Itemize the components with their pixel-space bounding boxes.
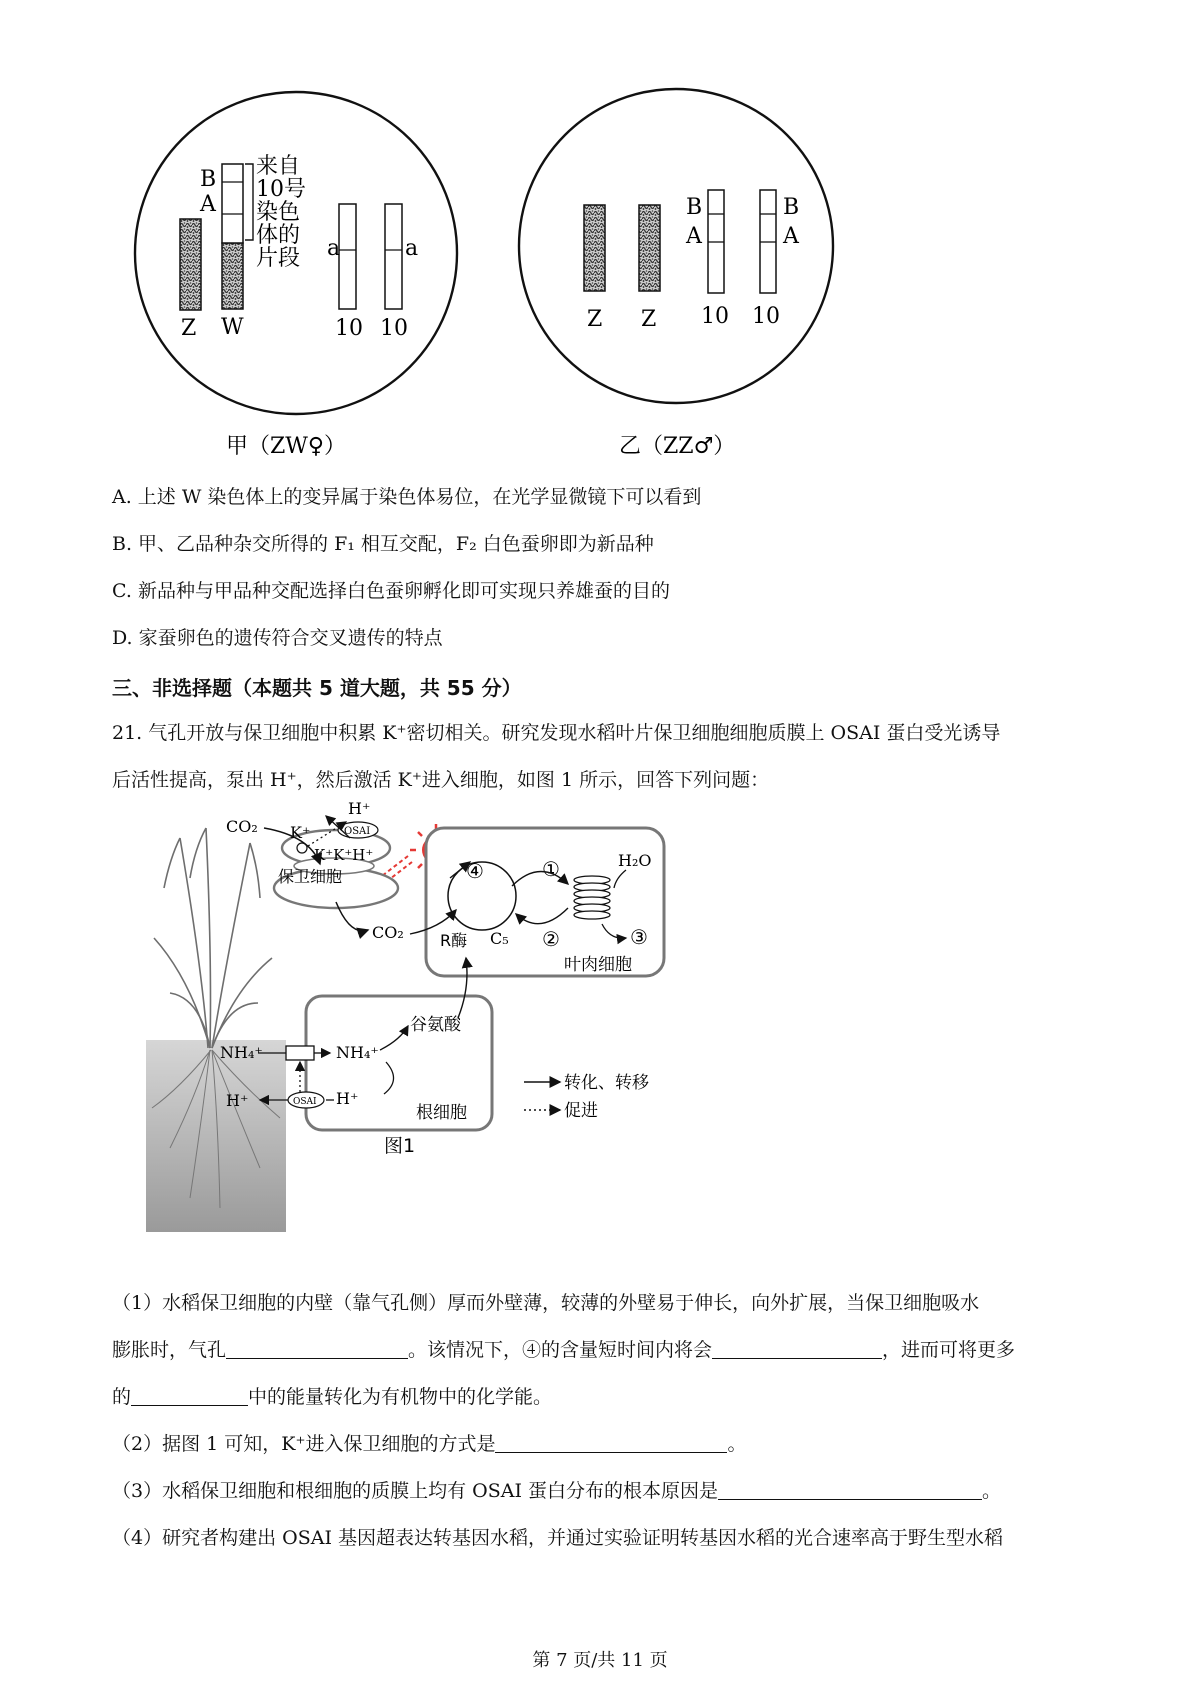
cycle-num-3: ③ [630, 925, 648, 949]
q2-part1: （2）据图 1 可知，K⁺进入保卫细胞的方式是 [112, 1433, 496, 1455]
root-cell-label: 根细胞 [416, 1103, 467, 1123]
section-title: 三、非选择题（本题共 5 道大题，共 55 分） [112, 676, 522, 700]
glutamate-label: 谷氨酸 [410, 1015, 461, 1035]
caption-yi: 乙（ZZ♂） [619, 434, 736, 459]
legend-solid-label: 转化、转移 [564, 1073, 649, 1093]
label-z-yi-1: Z [587, 307, 603, 332]
legend-dotted-label: 促进 [564, 1101, 598, 1121]
q2-line [112, 1431, 747, 1457]
chromosome-w-jia [222, 243, 243, 309]
option-a: A. 上述 W 染色体上的变异属于染色体易位，在光学显微镜下可以看到 [112, 486, 702, 508]
q1-b-part3: ，进而可将更多 [882, 1339, 1016, 1361]
caption-jia: 甲（ZW♀） [226, 434, 346, 459]
rice-plant-illustration [146, 828, 286, 1232]
gene-A-yi-1: A [686, 224, 702, 249]
chromosome-z-yi-2 [639, 205, 660, 291]
fragment-label-1: 来自 [256, 154, 301, 179]
fragment-label-2: 10号 [256, 177, 306, 202]
blank-k-transport[interactable] [495, 1432, 727, 1453]
q1-c-part1: 的 [112, 1386, 132, 1408]
gene-B-yi-1: B [686, 195, 703, 220]
q4-line: （4）研究者构建出 OSAI 基因超表达转基因水稻，并通过实验证明转基因水稻的光合速率高于野生型水稻 [112, 1527, 1003, 1549]
q1-b-part2: 。该情况下，④的含量短时间内将会 [408, 1339, 713, 1361]
h-plus-out: H⁺ [226, 1091, 249, 1110]
cycle-num-4: ④ [466, 859, 484, 883]
page-footer: 第 7 页/共 11 页 [532, 1650, 668, 1671]
label-10-jia-1: 10 [335, 316, 363, 341]
h2o-label: H₂O [618, 851, 652, 870]
gene-a-jia-1: a [327, 236, 341, 261]
label-10-yi-1: 10 [701, 304, 729, 329]
gene-A-yi-2: A [783, 224, 799, 249]
translocated-fragment [222, 164, 243, 243]
q3-line [112, 1478, 1001, 1504]
option-b: B. 甲、乙品种杂交所得的 F₁ 相互交配，F₂ 白色蚕卵即为新品种 [112, 533, 654, 555]
co2-top: CO₂ [226, 817, 258, 836]
figure-1 [140, 799, 740, 1258]
label-w-jia: W [221, 315, 244, 340]
osai-top-label: OSAI [344, 826, 371, 837]
figure-1-caption: 图1 [384, 1135, 416, 1157]
k-plus-top: K⁺ [290, 823, 311, 842]
q21-line2: 后活性提高，泵出 H⁺，然后激活 K⁺进入细胞，如图 1 所示，回答下列问题： [112, 769, 770, 791]
fragment-bracket [245, 164, 253, 240]
osai-root-label: OSAI [293, 1097, 317, 1107]
thylakoid-stack-icon [574, 876, 610, 919]
blank-energy-source[interactable] [131, 1385, 248, 1406]
label-z-jia: Z [181, 316, 197, 341]
c5-label: C₅ [490, 929, 509, 948]
chromosome-z-yi-1 [584, 205, 605, 291]
gene-B-jia: B [200, 167, 217, 192]
option-c: C. 新品种与甲品种交配选择白色蚕卵孵化即可实现只养雄蚕的目的 [112, 580, 670, 602]
blank-stomata[interactable] [226, 1338, 408, 1359]
blank-root-cause[interactable] [718, 1479, 982, 1500]
h-plus-in: H⁺ [336, 1089, 359, 1108]
nh4-transporter [286, 1046, 314, 1060]
label-10-jia-2: 10 [380, 316, 408, 341]
q21-line1: 21. 气孔开放与保卫细胞中积累 K⁺密切相关。研究发现水稻叶片保卫细胞细胞质膜上 OSAI 蛋白受光诱导 [112, 722, 1001, 744]
q1-line-b [112, 1337, 1015, 1363]
guard-cell-label: 保卫细胞 [278, 867, 343, 886]
fragment-label-4: 体的 [256, 223, 301, 248]
h-plus-top: H⁺ [348, 799, 371, 818]
chromosome-10-jia-1 [339, 204, 356, 309]
chromosome-10-jia-2 [385, 204, 402, 309]
option-d: D. 家蚕卵色的遗传符合交叉遗传的特点 [112, 627, 443, 649]
co2-mid: CO₂ [372, 923, 404, 942]
mesophyll-label: 叶肉细胞 [564, 955, 632, 975]
q1-c-part2: 中的能量转化为有机物中的化学能。 [248, 1386, 553, 1408]
q1-line-c [112, 1384, 552, 1410]
r-enzyme-label: R酶 [440, 931, 468, 950]
q3-part2: 。 [982, 1480, 1002, 1502]
q1-line-a: （1）水稻保卫细胞的内壁（靠气孔侧）厚而外壁薄，较薄的外壁易于伸长，向外扩展，当保卫细胞吸水 [112, 1292, 980, 1314]
nh4-out: NH₄⁺ [220, 1043, 263, 1062]
gene-a-jia-2: a [405, 236, 419, 261]
cycle-num-1: ① [542, 857, 560, 881]
fragment-label-3: 染色 [256, 200, 301, 225]
blank-content-4[interactable] [712, 1338, 882, 1359]
cycle-num-2: ② [542, 927, 560, 951]
q3-part1: （3）水稻保卫细胞和根细胞的质膜上均有 OSAI 蛋白分布的根本原因是 [112, 1480, 718, 1502]
q1-b-part1: 膨胀时，气孔 [112, 1339, 227, 1361]
fragment-label-5: 片段 [256, 246, 301, 271]
karyotype-figure [0, 0, 1200, 459]
gene-A-jia: A [200, 192, 216, 217]
kkh-label: K⁺K⁺H⁺ [314, 846, 374, 864]
q2-part2: 。 [727, 1433, 747, 1455]
nh4-in: NH₄⁺ [336, 1043, 379, 1062]
label-10-yi-2: 10 [752, 304, 780, 329]
chromosome-z-jia [180, 219, 201, 310]
gene-B-yi-2: B [783, 195, 800, 220]
label-z-yi-2: Z [641, 307, 657, 332]
